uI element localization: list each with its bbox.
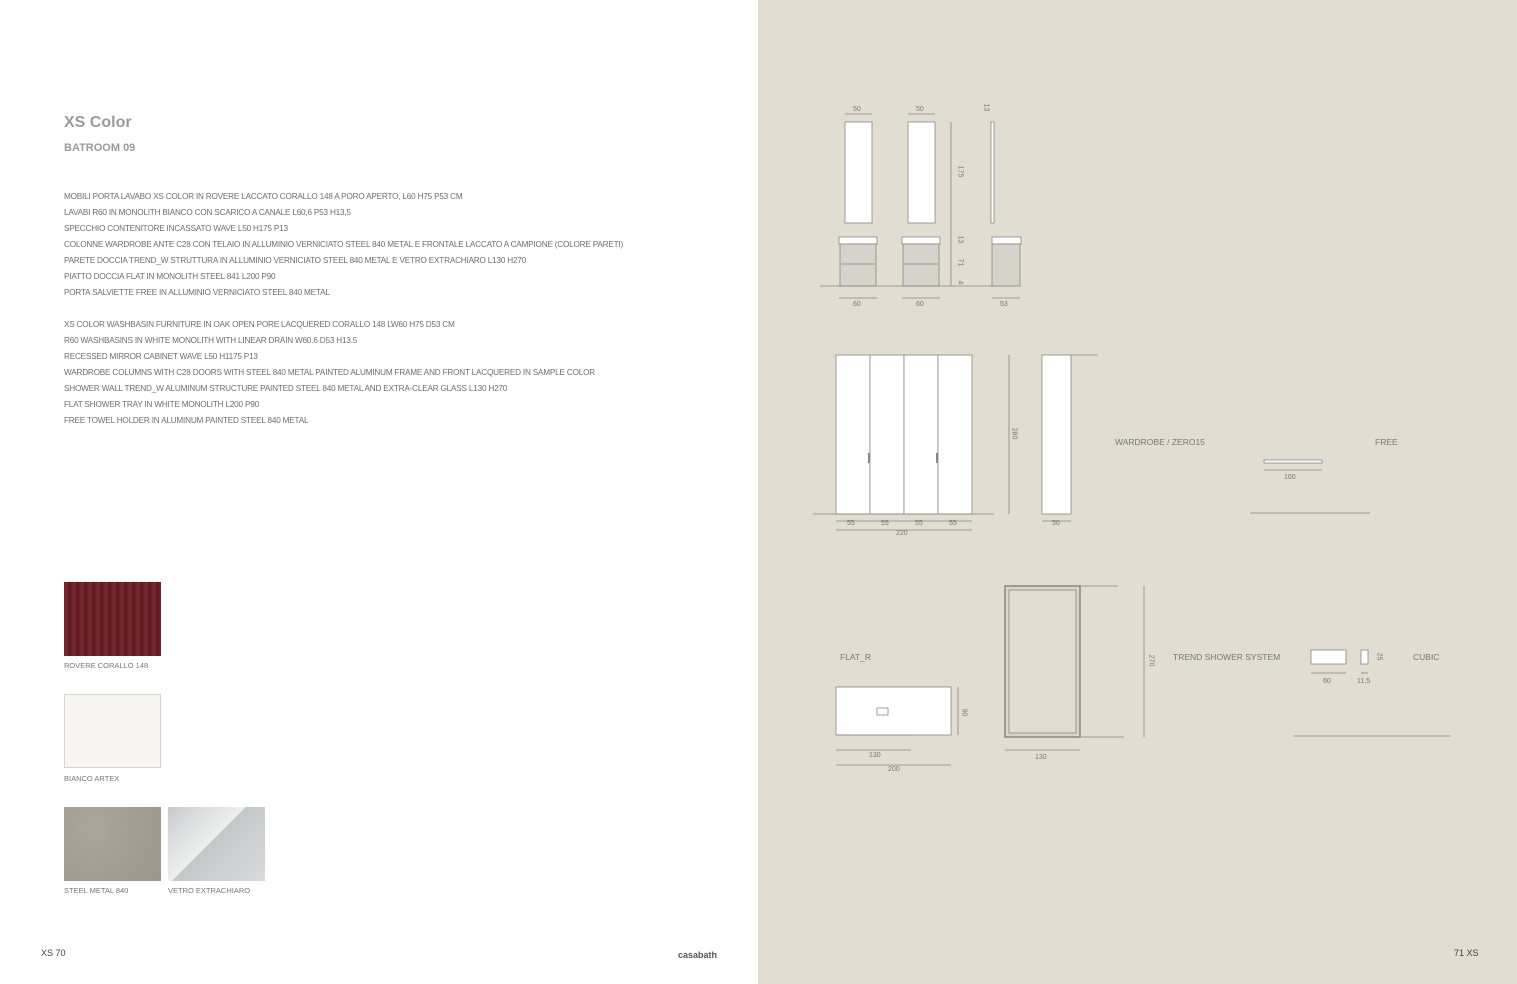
towel-holder xyxy=(1264,460,1322,463)
swatch-bianco-artex xyxy=(64,694,161,768)
dim-label: 280 xyxy=(1010,427,1018,440)
shower-tray xyxy=(836,687,951,735)
swatch-label: BIANCO ARTEX xyxy=(64,774,120,783)
cabinet-right xyxy=(903,244,939,286)
desc-it-line: SPECCHIO CONTENITORE INCASSATO WAVE L50 H175 P13 xyxy=(64,224,288,233)
flat-label: FLAT_R xyxy=(840,652,872,662)
dim-label: 60 xyxy=(916,301,924,308)
dim-label: 60 xyxy=(853,301,861,308)
cabinet-side xyxy=(992,244,1020,286)
desc-en-line: RECESSED MIRROR CABINET WAVE L50 H1175 P13 xyxy=(64,352,258,361)
mirror-cabinet-left xyxy=(845,122,872,223)
page-subtitle: BATROOM 09 xyxy=(64,142,136,154)
wardrobe-door xyxy=(836,355,870,514)
dim-label: 220 xyxy=(896,530,908,537)
swatch-label: ROVERE CORALLO 148 xyxy=(64,661,149,670)
desc-it-line: MOBILI PORTA LAVABO XS COLOR IN ROVERE LACCATO CORALLO 148 A PORO APERTO, L60 H75 P53 CM xyxy=(64,192,463,201)
trend-label: TREND SHOWER SYSTEM xyxy=(1173,652,1281,662)
dim-label: 11,5 xyxy=(1357,678,1371,685)
desc-it-line: COLONNE WARDROBE ANTE C28 CON TELAIO IN ALLUMINIO VERNICIATO STEEL 840 METAL E FRONTALE LACCATO A CAMPIONE (COLORE PARETI) xyxy=(64,240,624,249)
wardrobe-door xyxy=(938,355,972,514)
dim-label: 100 xyxy=(1284,474,1296,481)
left-page xyxy=(0,0,758,984)
right-page xyxy=(758,0,1517,984)
dim-label: 90 xyxy=(960,708,968,717)
dim-label: 13 xyxy=(982,103,990,112)
swatch-steel-metal xyxy=(64,807,161,881)
swatch-label: VETRO EXTRACHIARO xyxy=(168,886,251,895)
dim-label: 50 xyxy=(853,106,861,113)
page-title: XS Color xyxy=(64,114,132,131)
dim-label: 53 xyxy=(1000,301,1008,308)
dim-label: 130 xyxy=(869,752,881,759)
desc-en-line: R60 WASHBASINS IN WHITE MONOLITH WITH LINEAR DRAIN W60.6 D53 H13.5 xyxy=(64,336,358,345)
desc-it-line: LAVABI R60 IN MONOLITH BIANCO CON SCARICO A CANALE L60,6 P53 H13,5 xyxy=(64,208,351,217)
dim-label: 50 xyxy=(916,106,924,113)
washbasin-right xyxy=(902,237,940,244)
mirror-cabinet-right xyxy=(908,122,935,223)
dim-label: 270 xyxy=(1147,654,1155,667)
wardrobe-door xyxy=(904,355,938,514)
dim-label: 60 xyxy=(1323,678,1331,685)
page-number-left: XS 70 xyxy=(41,948,66,958)
desc-en-line: XS COLOR WASHBASIN FURNITURE IN OAK OPEN PORE LACQUERED CORALLO 148 LW60 H75 D53 CM xyxy=(64,320,455,329)
technical-drawings xyxy=(758,0,1517,984)
cubic-front xyxy=(1311,650,1346,664)
dim-label: 71 xyxy=(956,258,964,267)
cabinet-left xyxy=(840,244,876,286)
swatch-rovere-corallo xyxy=(64,582,161,656)
brand-logo: casabath xyxy=(678,950,718,960)
dim-label: 55 xyxy=(847,520,855,527)
dim-label: 25 xyxy=(1375,652,1383,661)
dim-label: 55 xyxy=(949,520,957,527)
cubic-label: CUBIC xyxy=(1413,652,1440,662)
desc-it-line: PARETE DOCCIA TREND_W STRUTTURA IN ALLUMINIO VERNICIATO STEEL 840 METAL E VETRO EXTRACHIARO L130 H270 xyxy=(64,256,527,265)
desc-en-line: FLAT SHOWER TRAY IN WHITE MONOLITH L200 P90 xyxy=(64,400,259,409)
swatch-label: STEEL METAL 840 xyxy=(64,886,129,895)
dim-label: 175 xyxy=(956,165,964,178)
desc-it-line: PIATTO DOCCIA FLAT IN MONOLITH STEEL 841 L200 P90 xyxy=(64,272,276,281)
desc-it-line: PORTA SALVIETTE FREE IN ALLUMINIO VERNICIATO STEEL 840 METAL xyxy=(64,288,330,297)
desc-en-line: FREE TOWEL HOLDER IN ALUMINUM PAINTED STEEL 840 METAL xyxy=(64,416,309,425)
free-label: FREE xyxy=(1375,437,1398,447)
page-number-right: 71 XS xyxy=(1454,948,1479,958)
dim-label: 200 xyxy=(888,766,900,773)
dim-label: 55 xyxy=(881,520,889,527)
wardrobe-side xyxy=(1042,355,1071,514)
swatch-vetro-extrachiaro xyxy=(168,807,265,881)
dim-label: 13 xyxy=(956,235,964,244)
dim-label: 55 xyxy=(915,520,923,527)
wardrobe-label: WARDROBE / ZERO15 xyxy=(1115,437,1205,447)
dim-label: 4 xyxy=(956,280,964,285)
desc-en-line: WARDROBE COLUMNS WITH C28 DOORS WITH STEEL 840 METAL PAINTED ALUMINUM FRAME AND FRONT LACQUERED IN SAMPLE COLOR xyxy=(64,368,595,377)
washbasin-left xyxy=(839,237,877,244)
dim-label: 50 xyxy=(1052,520,1060,527)
cubic-side xyxy=(1361,650,1368,664)
dim-label: 130 xyxy=(1035,754,1047,761)
desc-en-line: SHOWER WALL TREND_W ALUMINUM STRUCTURE PAINTED STEEL 840 METAL AND EXTRA-CLEAR GLASS L130 H270 xyxy=(64,384,508,393)
wardrobe-door xyxy=(870,355,904,514)
